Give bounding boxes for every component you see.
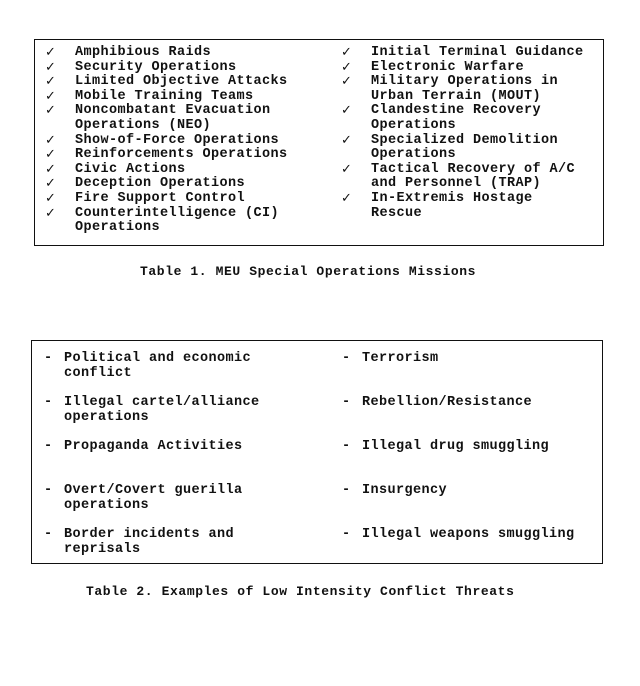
dash-bullet: - — [44, 395, 53, 410]
mission-item — [45, 134, 340, 149]
mission-item — [45, 46, 340, 61]
threat-label: Propaganda Activities — [64, 439, 243, 454]
threat-label: Illegal cartel/alliance operations — [64, 395, 260, 425]
check-icon: ✓ — [45, 147, 57, 163]
mission-label: Reinforcements Operations — [75, 147, 288, 163]
check-icon: ✓ — [45, 205, 57, 221]
mission-item — [45, 61, 340, 76]
mission-label: Military Operations in Urban Terrain (MOUT) — [371, 74, 559, 104]
mission-label: Electronic Warfare — [371, 59, 525, 75]
table2-caption: Table 2. Examples of Low Intensity Conflict Threats — [86, 584, 515, 599]
threat-label: Overt/Covert guerilla operations — [64, 483, 243, 513]
table2-right-column — [342, 352, 600, 572]
threat-item — [342, 396, 600, 440]
mission-item — [341, 61, 603, 76]
mission-item — [341, 104, 603, 133]
mission-item — [45, 75, 340, 90]
mission-item — [45, 163, 340, 178]
mission-label: Clandestine Recovery Operations — [371, 103, 542, 133]
table1-right-column — [341, 46, 603, 221]
check-icon: ✓ — [341, 132, 353, 148]
threat-item — [342, 352, 600, 396]
check-icon: ✓ — [45, 132, 57, 148]
mission-label: Fire Support Control — [75, 190, 246, 206]
threat-label: Illegal drug smuggling — [362, 439, 550, 454]
dash-bullet: - — [44, 351, 53, 366]
table2-left-column — [44, 352, 334, 572]
threat-item — [342, 440, 600, 484]
mission-item — [45, 177, 340, 192]
check-icon: ✓ — [45, 190, 57, 206]
mission-label: Specialized Demolition Operations — [371, 132, 559, 163]
check-icon: ✓ — [45, 176, 57, 192]
mission-label: Security Operations — [75, 59, 237, 75]
check-icon: ✓ — [341, 161, 353, 177]
mission-item — [45, 148, 340, 163]
threat-item — [44, 440, 334, 484]
check-icon: ✓ — [45, 161, 57, 177]
mission-item — [45, 90, 340, 105]
threat-label: Border incidents and reprisals — [64, 527, 235, 557]
threat-label: Insurgency — [362, 483, 448, 498]
table2-box — [31, 340, 603, 564]
dash-bullet: - — [44, 439, 53, 454]
mission-label: Initial Terminal Guidance — [371, 45, 584, 60]
mission-item — [341, 192, 603, 221]
threat-label: Terrorism — [362, 351, 439, 366]
dash-bullet: - — [44, 483, 53, 498]
mission-item — [45, 104, 340, 133]
check-icon: ✓ — [341, 74, 353, 90]
dash-bullet: - — [44, 527, 53, 542]
threat-item — [44, 396, 334, 440]
threat-item — [342, 528, 600, 572]
mission-item — [341, 134, 603, 163]
mission-label: Show-of-Force Operations — [75, 132, 280, 148]
check-icon: ✓ — [341, 59, 353, 75]
mission-label: In-Extremis Hostage Rescue — [371, 190, 533, 221]
check-icon: ✓ — [341, 103, 353, 119]
mission-label: Limited Objective Attacks — [75, 74, 288, 90]
threat-label: Rebellion/Resistance — [362, 395, 533, 410]
threat-label: Political and economic conflict — [64, 351, 252, 381]
check-icon: ✓ — [45, 103, 57, 119]
check-icon: ✓ — [45, 74, 57, 90]
mission-label: Amphibious Raids — [75, 45, 212, 60]
threat-item — [44, 484, 334, 528]
check-icon: ✓ — [341, 190, 353, 206]
threat-item — [44, 352, 334, 396]
mission-label: Mobile Training Teams — [75, 88, 254, 104]
mission-label: Counterintelligence (CI) Operations — [75, 205, 280, 236]
dash-bullet: - — [342, 483, 351, 498]
threat-item — [342, 484, 600, 528]
threat-item — [44, 528, 334, 572]
dash-bullet: - — [342, 527, 351, 542]
mission-item — [45, 192, 340, 207]
mission-label: Tactical Recovery of A/C and Personnel (TRAP) — [371, 161, 576, 192]
dash-bullet: - — [342, 395, 351, 410]
mission-item — [341, 163, 603, 192]
check-icon: ✓ — [45, 59, 57, 75]
table1-left-column — [45, 46, 340, 236]
dash-bullet: - — [342, 351, 351, 366]
threat-label: Illegal weapons smuggling — [362, 527, 575, 542]
table1-box — [34, 39, 604, 246]
mission-label: Noncombatant Evacuation Operations (NEO) — [75, 103, 271, 133]
check-icon: ✓ — [341, 45, 353, 60]
mission-label: Deception Operations — [75, 176, 246, 192]
check-icon: ✓ — [45, 45, 57, 60]
mission-item — [341, 75, 603, 104]
check-icon: ✓ — [45, 88, 57, 104]
dash-bullet: - — [342, 439, 351, 454]
table1-caption: Table 1. MEU Special Operations Missions — [140, 264, 477, 279]
mission-label: Civic Actions — [75, 161, 186, 177]
mission-item — [45, 207, 340, 236]
mission-item — [341, 46, 603, 61]
